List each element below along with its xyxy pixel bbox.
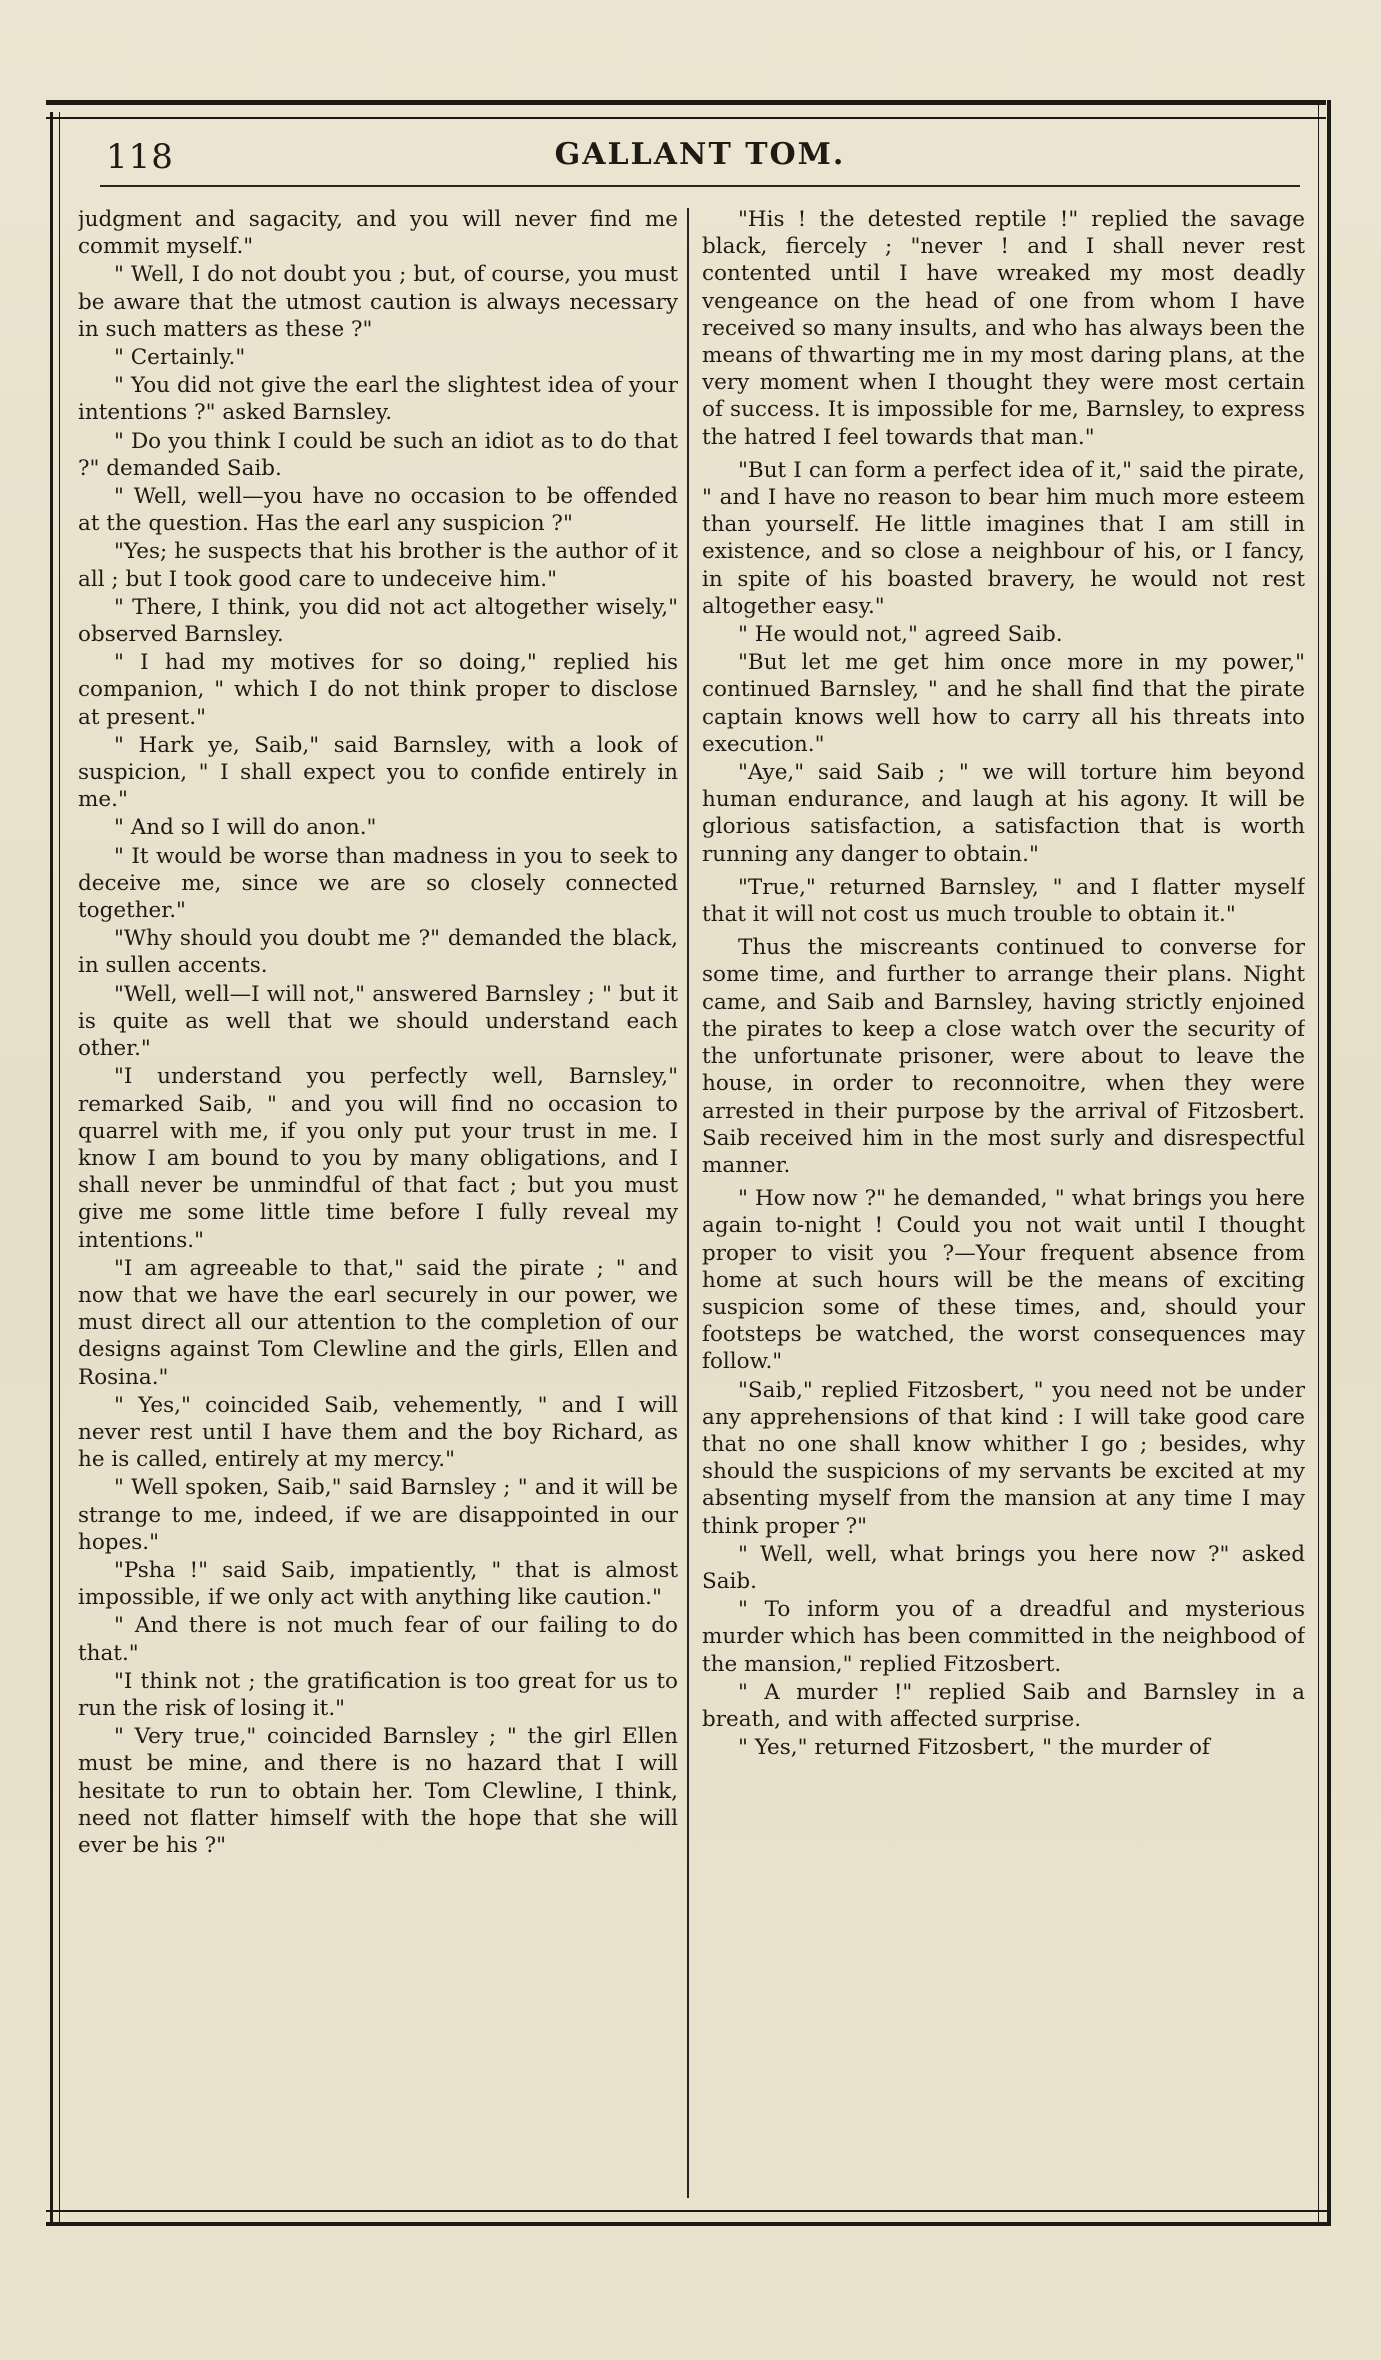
paragraph: " And there is not much fear of our failing to do that." (78, 1613, 678, 1666)
left-column (78, 206, 678, 2206)
paragraph: " How now ?" he demanded, " what brings you here again to-night ! Could you not wait until I thought proper to visit you ?—Your frequent absence from home at such hours will be the means of exciting suspicion some of these times, and, should your footsteps be watched, the worst consequences may follow." (702, 1186, 1305, 1375)
frame-left-rule (50, 112, 60, 2222)
paragraph: " Hark ye, Saib," said Barnsley, with a look of suspicion, " I shall expect you to confide entirely in me." (78, 732, 678, 813)
paragraph: " Well, well—you have no occasion to be offended at the question. Has the earl any suspicion ?" (78, 484, 678, 537)
paragraph: "Why should you doubt me ?" demanded the black, in sullen accents. (78, 926, 678, 979)
page-number: 118 (106, 137, 174, 177)
running-title: GALLANT TOM. (554, 137, 846, 172)
frame-top-rule (46, 100, 1326, 119)
paragraph: " Well, I do not doubt you ; but, of course, you must be aware that the utmost caution is always necessary in such matters as these ?" (78, 262, 678, 342)
paragraph: "I understand you perfectly well, Barnsley," remarked Saib, " and you will find no occasion to quarrel with me, if you only put your trust in me. I know I am bound to you by many obligations, and I shall never be unmindful of that fact ; but you must give me some little time before I fully reveal my intentions." (78, 1064, 678, 1253)
paragraph: "True," returned Barnsley, " and I flatter myself that it will not cost us much trouble to obtain it." (702, 874, 1305, 928)
paragraph: "But let me get him once more in my power," continued Barnsley, " and he shall find that the pirate captain knows well how to carry all his threats into execution." (702, 650, 1305, 757)
page-header (100, 135, 1300, 187)
frame-right-rule (1318, 100, 1331, 2225)
paragraph: " Yes," coincided Saib, vehemently, " and I will never rest until I have them and the boy Richard, as he is called, entirely at my mercy." (78, 1392, 678, 1473)
paragraph: "I think not ; the gratification is too great for us to run the risk of losing it." (78, 1668, 678, 1721)
paragraph: " Well spoken, Saib," said Barnsley ; " and it will be strange to me, indeed, if we are disappointed in our hopes." (78, 1475, 678, 1555)
paragraph: " You did not give the earl the slightest idea of your intentions ?" asked Barnsley. (78, 373, 678, 426)
paragraph: " There, I think, you did not act altogether wisely," observed Barnsley. (78, 594, 678, 648)
paragraph: "Yes; he suspects that his brother is the author of it all ; but I took good care to undeceive him." (78, 539, 678, 592)
paragraph: "Saib," replied Fitzosbert, " you need not be under any apprehensions of that kind : I will take good care that no one shall know whither I go ; besides, why should the suspicions of my servants be excited at my absenting myself from the mansion at any time I may think proper ?" (702, 1377, 1305, 1539)
paragraph: judgment and sagacity, and you will never find me commit myself." (78, 207, 678, 260)
paragraph: " Very true," coincided Barnsley ; " the girl Ellen must be mine, and there is no hazard that I will hesitate to run to obtain her. Tom Clewline, I think, need not flatter himself with the hope that she will ever be his ?" (78, 1724, 678, 1858)
paragraph: Thus the miscreants continued to converse for some time, and further to arrange their plans. Night came, and Saib and Barnsley, having strictly enjoined the pirates to keep a close watch over the security of the unfortunate prisoner, were about to leave the house, in order to reconnoitre, when they were arrested in their purpose by the arrival of Fitzosbert. Saib received him in the most surly and disrespectful manner. (702, 935, 1305, 1178)
paragraph: "I am agreeable to that," said the pirate ; " and now that we have the earl securely in our power, we must direct all our attention to the completion of our designs against Tom Clewline and the girls, Ellen and Rosina." (78, 1255, 678, 1390)
paragraph: "Psha !" said Saib, impatiently, " that is almost impossible, if we only act with anything like caution." (78, 1557, 678, 1611)
paragraph: " I had my motives for so doing," replied his companion, " which I do not think proper to disclose at present." (78, 650, 678, 730)
paragraph: " Yes," returned Fitzosbert, " the murder of (738, 1735, 1210, 1761)
paragraph: "Well, well—I will not," answered Barnsley ; " but it is quite as well that we should understand each other." (78, 981, 678, 1062)
paragraph: " Do you think I could be such an idiot as to do that ?" demanded Saib. (78, 428, 678, 481)
right-column (702, 206, 1305, 2206)
frame-bottom-rule (46, 2210, 1331, 2226)
paragraph: " Certainly." (114, 345, 246, 371)
paragraph: " Well, well, what brings you here now ?" asked Saib. (702, 1541, 1305, 1594)
paragraph: "But I can form a perfect idea of it," said the pirate, " and I have no reason to bear him much more esteem than yourself. He little imagines that I am still in existence, and so close a neighbour of his, or I fancy, in spite of his boasted bravery, he would not rest altogether easy." (702, 457, 1305, 619)
paragraph: " A murder !" replied Saib and Barnsley in a breath, and with affected surprise. (702, 1679, 1305, 1732)
paragraph: "His ! the detested reptile !" replied the savage black, fiercely ; "never ! and I shall never rest contented until I have wreaked my most deadly vengeance on the head of one from whom I have received so many insults, and who has always been the means of thwarting me in my most daring plans, at the very moment when I thought they were most certain of success. It is impossible for me, Barnsley, to express the hatred I feel towards that man." (702, 207, 1305, 450)
column-divider (687, 208, 689, 2198)
paragraph: " And so I will do anon." (114, 815, 377, 841)
paragraph: " It would be worse than madness in you to seek to deceive me, since we are so closely connected together." (78, 843, 678, 924)
paragraph: " He would not," agreed Saib. (738, 622, 1063, 648)
paragraph: " To inform you of a dreadful and mysterious murder which has been committed in the neighbood of the mansion," replied Fitzosbert. (702, 1597, 1305, 1677)
paragraph: "Aye," said Saib ; " we will torture him beyond human endurance, and laugh at his agony. It will be glorious satisfaction, a satisfaction that is worth running any danger to obtain." (702, 760, 1305, 867)
